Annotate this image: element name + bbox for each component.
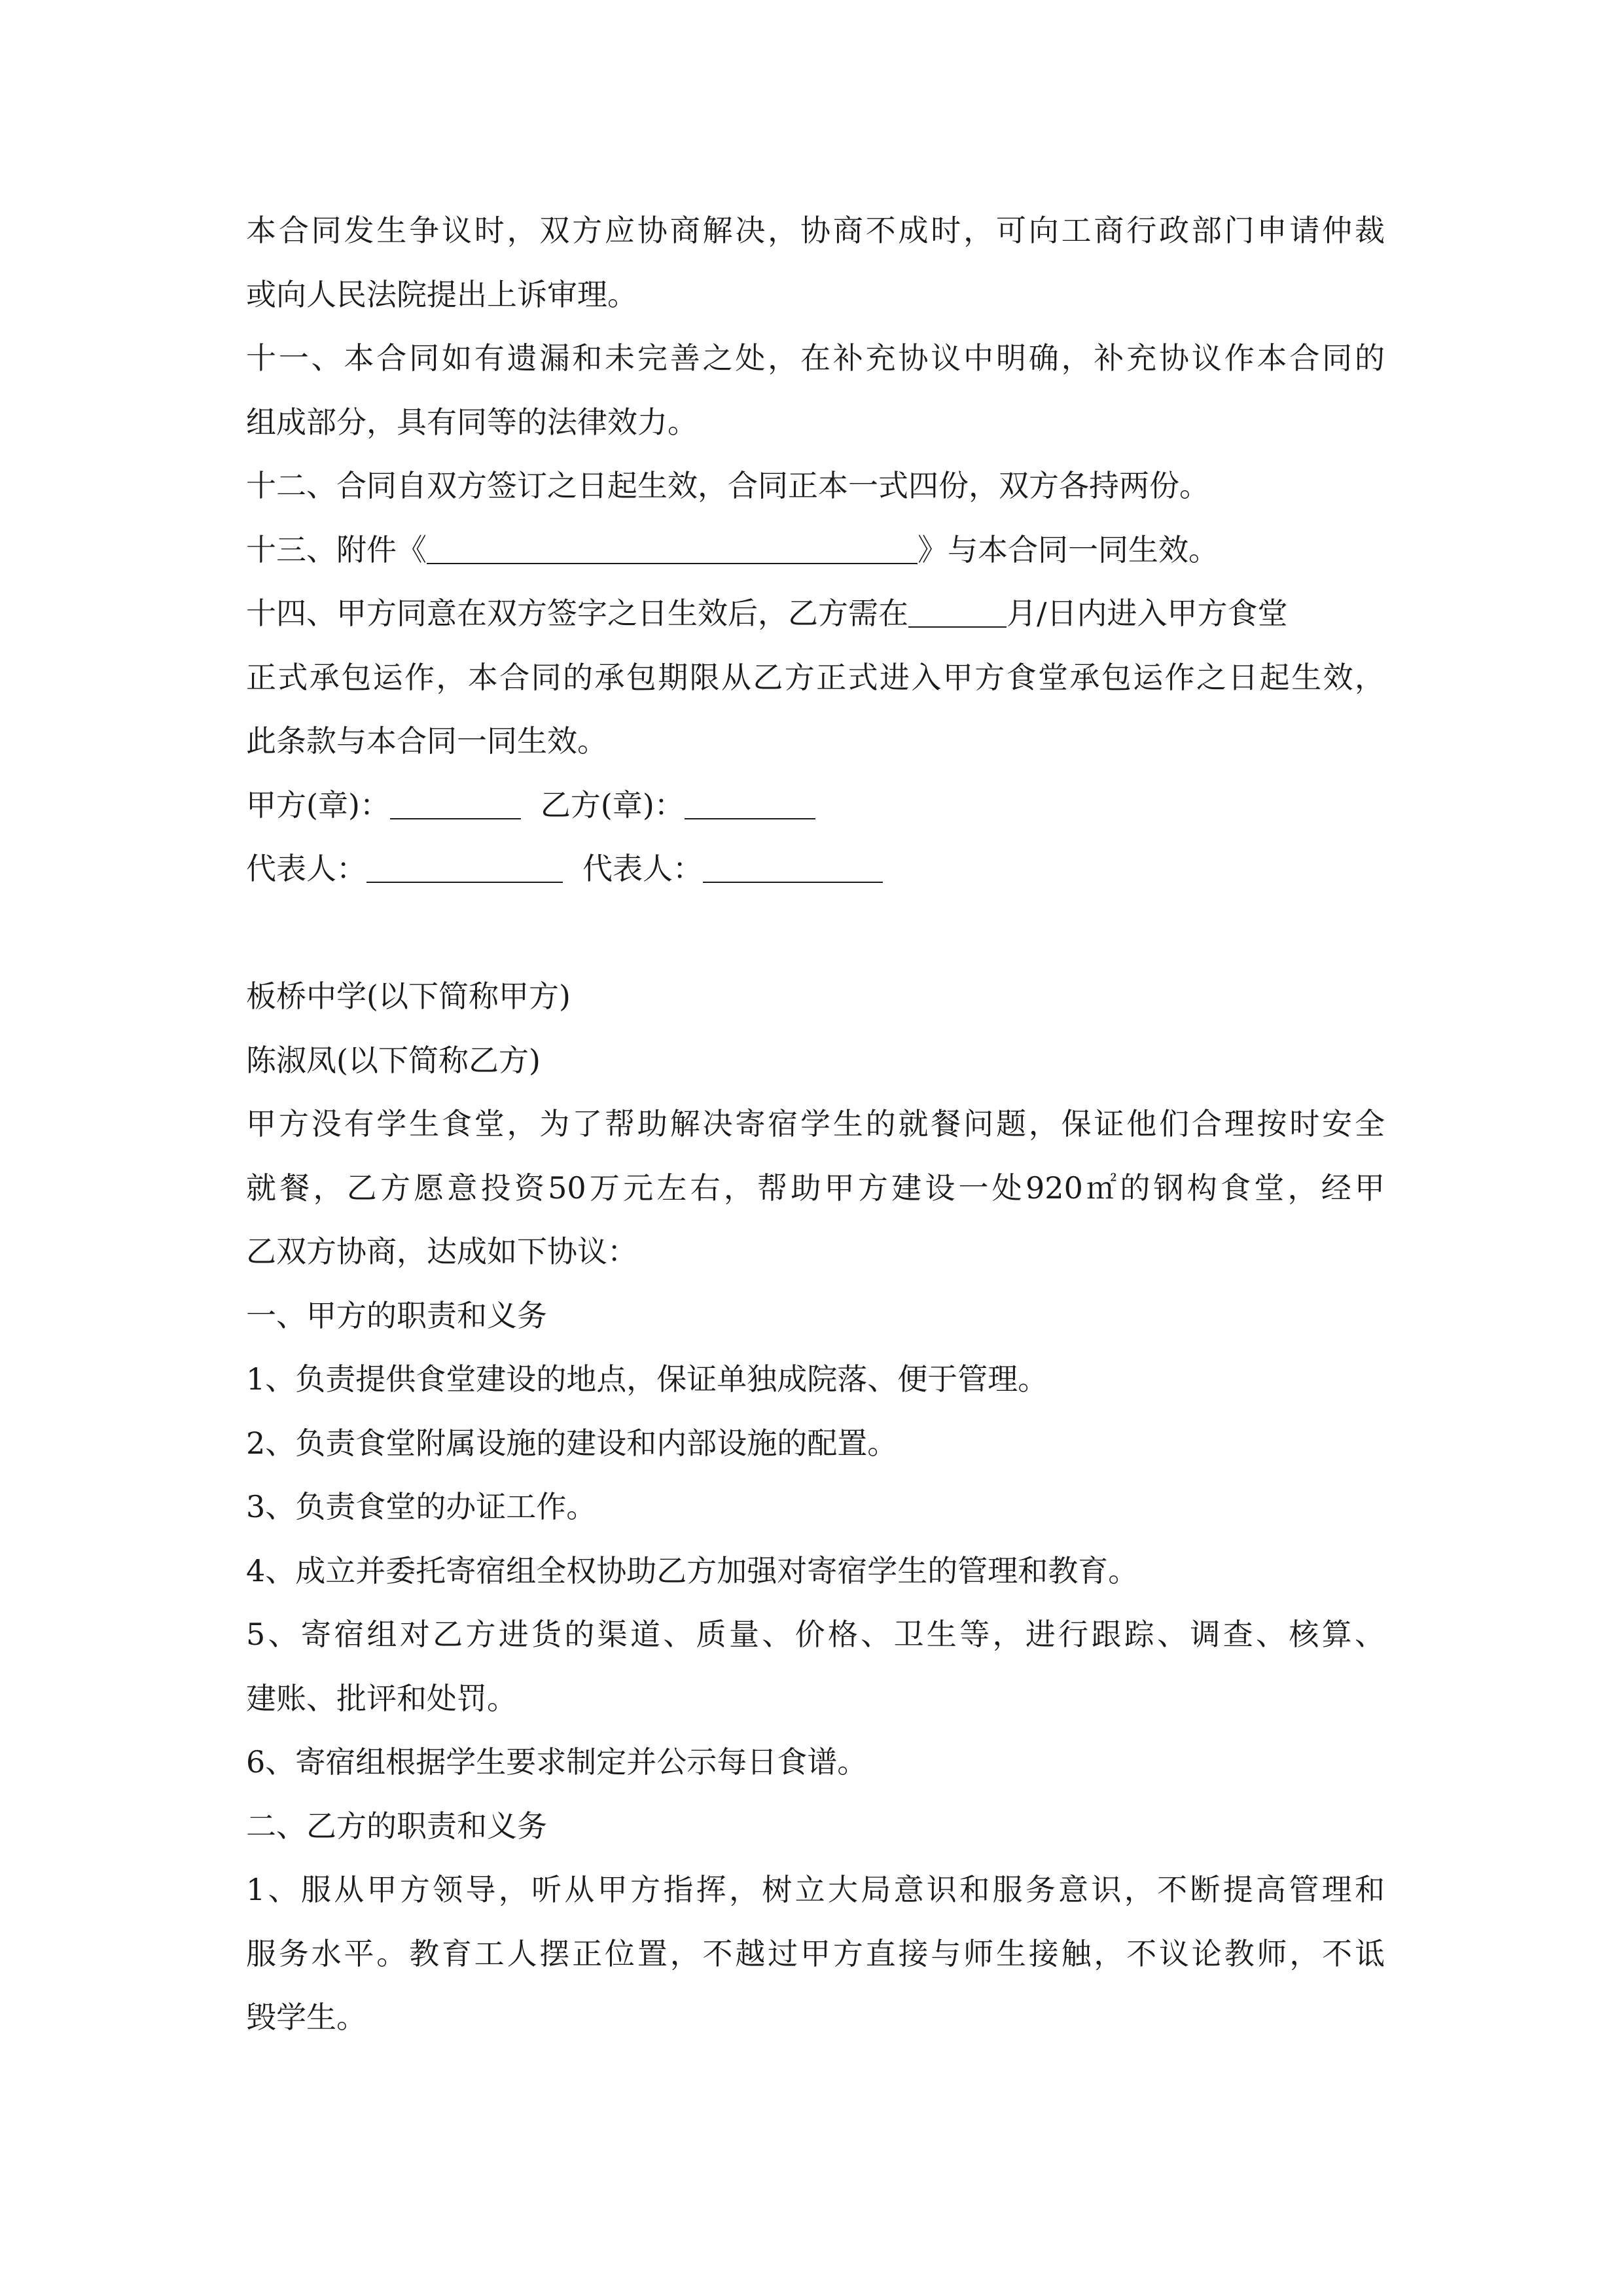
party-a-item-6: 6、寄宿组根据学生要求制定并公示每日食谱。: [246, 1744, 868, 1780]
section-spacer: [246, 901, 1385, 965]
party-a-rep-label: 代表人：: [246, 851, 366, 886]
clause-14-line-2: 正式承包运作，本合同的承包期限从乙方正式进入甲方食堂承包运作之日起生效，: [246, 659, 1385, 695]
party-b-name: 陈淑凤(以下简称乙方): [246, 1042, 541, 1078]
seal-line: [246, 774, 1385, 838]
party-a-item-5-line-2: 建账、批评和处罚。: [246, 1680, 517, 1716]
clause-14-prefix: 十四、甲方同意在双方签字之日生效后，乙方需在: [246, 596, 908, 631]
clause-10-line-1: 本合同发生争议时，双方应协商解决，协商不成时，可向工商行政部门申请仲裁: [246, 213, 1385, 248]
party-b-seal-blank: [685, 788, 815, 819]
clause-14-line-1: [246, 582, 1385, 646]
party-a-item-5-line-1: 5、寄宿组对乙方进货的渠道、质量、价格、卫生等，进行跟踪、调查、核算、: [246, 1617, 1385, 1652]
clause-13: [246, 518, 1385, 583]
heading-party-b-duties: 二、乙方的职责和义务: [246, 1808, 547, 1844]
party-a-name: 板桥中学(以下简称甲方): [246, 978, 571, 1014]
annex-name-blank: [427, 533, 918, 564]
clause-13-suffix: 》与本合同一同生效。: [918, 531, 1219, 567]
clause-10-line-2: 或向人民法院提出上诉审理。: [246, 276, 637, 312]
party-b-item-1-line-1: 1、服从甲方领导，听从甲方指挥，树立大局意识和服务意识，不断提高管理和: [246, 1872, 1385, 1907]
clause-14-line-3: 此条款与本合同一同生效。: [246, 723, 607, 759]
date-blank: [908, 596, 1007, 628]
party-a-item-3: 3、负责食堂的办证工作。: [246, 1489, 597, 1524]
clause-11-line-1: 十一、本合同如有遗漏和未完善之处，在补充协议中明确，补充协议作本合同的: [246, 340, 1385, 376]
heading-party-a-duties: 一、甲方的职责和义务: [246, 1297, 547, 1333]
party-a-seal-blank: [390, 788, 521, 819]
party-a-rep-blank: [366, 852, 563, 883]
party-b-rep-blank: [703, 852, 883, 883]
clause-11-line-2: 组成部分，具有同等的法律效力。: [246, 404, 698, 440]
party-b-item-1-line-2: 服务水平。教育工人摆正位置，不越过甲方直接与师生接触，不议论教师，不诋: [246, 1935, 1385, 1971]
party-a-item-4: 4、成立并委托寄宿组全权协助乙方加强对寄宿学生的管理和教育。: [246, 1552, 1139, 1588]
party-b-seal-label: 乙方(章)：: [540, 787, 685, 823]
party-a-item-1: 1、负责提供食堂建设的地点，保证单独成院落、便于管理。: [246, 1361, 1048, 1397]
clause-13-prefix: 十三、附件《: [246, 531, 427, 567]
party-b-item-1-line-3: 毁学生。: [246, 2000, 366, 2035]
party-a-item-2: 2、负责食堂附属设施的建设和内部设施的配置。: [246, 1425, 898, 1461]
intro-line-3: 乙双方协商，达成如下协议：: [246, 1234, 637, 1269]
intro-line-1: 甲方没有学生食堂，为了帮助解决寄宿学生的就餐问题，保证他们合理按时安全: [246, 1106, 1385, 1141]
representative-line: [246, 837, 1385, 901]
clause-12: 十二、合同自双方签订之日起生效，合同正本一式四份，双方各持两份。: [246, 468, 1209, 503]
intro-line-2: 就餐，乙方愿意投资50万元左右，帮助甲方建设一处920㎡的钢构食堂，经甲: [246, 1170, 1385, 1206]
document-body: [246, 199, 1385, 2050]
clause-14-suffix: 月/日内进入甲方食堂: [1007, 596, 1288, 631]
party-a-seal-label: 甲方(章)：: [246, 787, 390, 823]
party-b-rep-label: 代表人：: [582, 851, 703, 886]
